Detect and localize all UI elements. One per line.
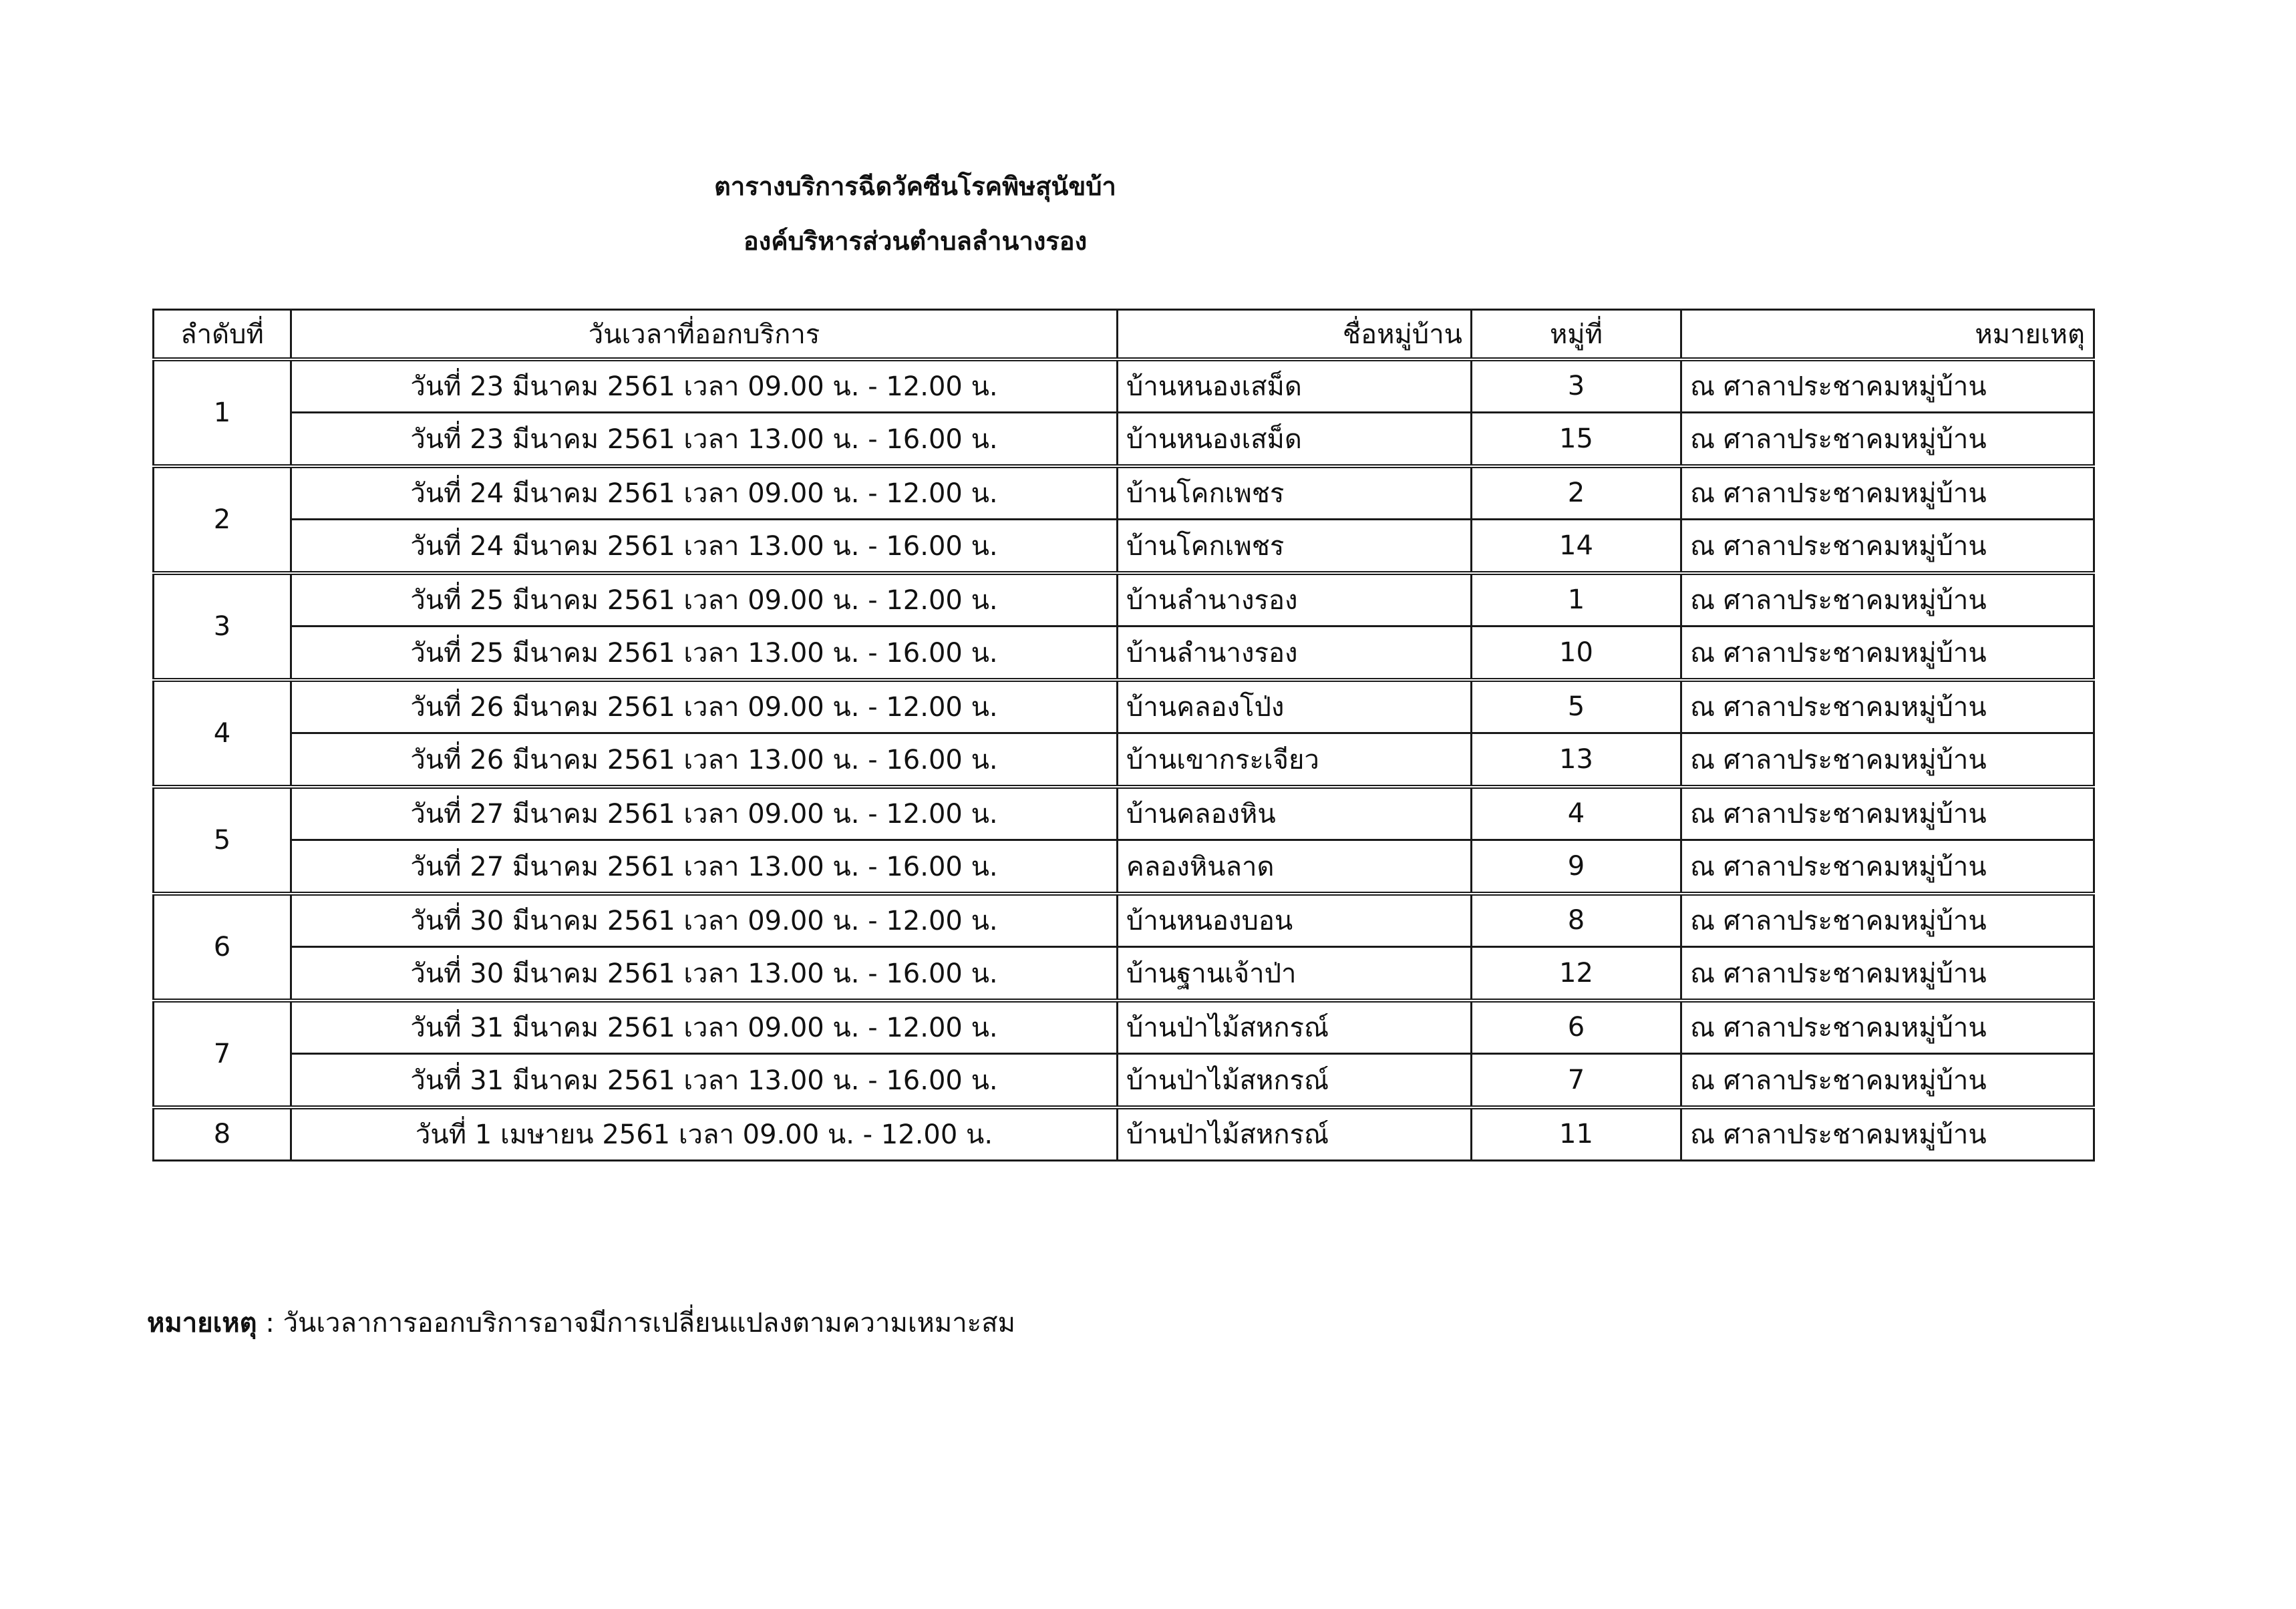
village-cell: บ้านโคกเพชร (1118, 520, 1472, 573)
datetime-cell: วันที่ 1 เมษายน 2561 เวลา 09.00 น. - 12.00 น. (291, 1107, 1118, 1161)
table-row (154, 359, 2094, 413)
remark-cell: ณ ศาลาประชาคมหมู่บ้าน (1681, 1001, 2094, 1054)
moo-cell: 14 (1472, 520, 1681, 573)
footnote-label: หมายเหตุ (147, 1308, 257, 1338)
table-row (154, 733, 2094, 787)
remark-cell: ณ ศาลาประชาคมหมู่บ้าน (1681, 520, 2094, 573)
remark-cell: ณ ศาลาประชาคมหมู่บ้าน (1681, 733, 2094, 787)
village-cell: บ้านลำนางรอง (1118, 627, 1472, 680)
table-row (154, 947, 2094, 1001)
moo-cell: 11 (1472, 1107, 1681, 1161)
row-number-cell: 3 (154, 573, 291, 680)
moo-cell: 9 (1472, 840, 1681, 894)
village-cell: บ้านหนองบอน (1118, 894, 1472, 947)
header-remark: หมายเหตุ (1681, 310, 2094, 359)
remark-cell: ณ ศาลาประชาคมหมู่บ้าน (1681, 840, 2094, 894)
table-row (154, 840, 2094, 894)
datetime-cell: วันที่ 31 มีนาคม 2561 เวลา 13.00 น. - 16.00 น. (291, 1054, 1118, 1107)
moo-cell: 8 (1472, 894, 1681, 947)
village-cell: บ้านคลองหิน (1118, 787, 1472, 840)
table-row (154, 894, 2094, 947)
table-row (154, 1054, 2094, 1107)
datetime-cell: วันที่ 30 มีนาคม 2561 เวลา 09.00 น. - 12.00 น. (291, 894, 1118, 947)
footnote (147, 1301, 1015, 1344)
datetime-cell: วันที่ 27 มีนาคม 2561 เวลา 09.00 น. - 12.00 น. (291, 787, 1118, 840)
moo-cell: 4 (1472, 787, 1681, 840)
village-cell: บ้านป่าไม้สหกรณ์ (1118, 1001, 1472, 1054)
village-cell: บ้านเขากระเจียว (1118, 733, 1472, 787)
village-cell: บ้านหนองเสม็ด (1118, 413, 1472, 466)
moo-cell: 15 (1472, 413, 1681, 466)
table-row (154, 466, 2094, 520)
datetime-cell: วันที่ 24 มีนาคม 2561 เวลา 13.00 น. - 16.00 น. (291, 520, 1118, 573)
schedule-table-body (154, 359, 2094, 1161)
datetime-cell: วันที่ 30 มีนาคม 2561 เวลา 13.00 น. - 16.00 น. (291, 947, 1118, 1001)
remark-cell: ณ ศาลาประชาคมหมู่บ้าน (1681, 466, 2094, 520)
village-cell: บ้านลำนางรอง (1118, 573, 1472, 627)
footnote-text: : วันเวลาการออกบริการอาจมีการเปลี่ยนแปลงตามความเหมาะสม (257, 1308, 1015, 1338)
table-row (154, 680, 2094, 733)
datetime-cell: วันที่ 27 มีนาคม 2561 เวลา 13.00 น. - 16.00 น. (291, 840, 1118, 894)
remark-cell: ณ ศาลาประชาคมหมู่บ้าน (1681, 947, 2094, 1001)
datetime-cell: วันที่ 26 มีนาคม 2561 เวลา 09.00 น. - 12.00 น. (291, 680, 1118, 733)
row-number-cell: 1 (154, 359, 291, 466)
table-row (154, 1107, 2094, 1161)
header-village: ชื่อหมู่บ้าน (1118, 310, 1472, 359)
datetime-cell: วันที่ 26 มีนาคม 2561 เวลา 13.00 น. - 16.00 น. (291, 733, 1118, 787)
village-cell: บ้านหนองเสม็ด (1118, 359, 1472, 413)
moo-cell: 3 (1472, 359, 1681, 413)
datetime-cell: วันที่ 25 มีนาคม 2561 เวลา 09.00 น. - 12.00 น. (291, 573, 1118, 627)
schedule-table (152, 309, 2095, 1161)
table-header-row (154, 310, 2094, 359)
moo-cell: 13 (1472, 733, 1681, 787)
datetime-cell: วันที่ 23 มีนาคม 2561 เวลา 09.00 น. - 12.00 น. (291, 359, 1118, 413)
document-title: ตารางบริการฉีดวัคซีนโรคพิษสุนัขบ้า (714, 172, 1116, 201)
village-cell: บ้านฐานเจ้าป่า (1118, 947, 1472, 1001)
row-number-cell: 6 (154, 894, 291, 1001)
moo-cell: 12 (1472, 947, 1681, 1001)
village-cell: บ้านโคกเพชร (1118, 466, 1472, 520)
moo-cell: 5 (1472, 680, 1681, 733)
row-number-cell: 8 (154, 1107, 291, 1161)
header-datetime: วันเวลาที่ออกบริการ (291, 310, 1118, 359)
table-row (154, 520, 2094, 573)
row-number-cell: 2 (154, 466, 291, 573)
moo-cell: 1 (1472, 573, 1681, 627)
row-number-cell: 5 (154, 787, 291, 894)
village-cell: คลองหินลาด (1118, 840, 1472, 894)
village-cell: บ้านป่าไม้สหกรณ์ (1118, 1054, 1472, 1107)
header-no: ลำดับที่ (154, 310, 291, 359)
remark-cell: ณ ศาลาประชาคมหมู่บ้าน (1681, 359, 2094, 413)
moo-cell: 7 (1472, 1054, 1681, 1107)
datetime-cell: วันที่ 25 มีนาคม 2561 เวลา 13.00 น. - 16.00 น. (291, 627, 1118, 680)
document-subtitle: องค์บริหารส่วนตำบลลำนางรอง (743, 226, 1088, 256)
moo-cell: 10 (1472, 627, 1681, 680)
remark-cell: ณ ศาลาประชาคมหมู่บ้าน (1681, 894, 2094, 947)
table-row (154, 627, 2094, 680)
table-row (154, 573, 2094, 627)
table-row (154, 413, 2094, 466)
datetime-cell: วันที่ 31 มีนาคม 2561 เวลา 09.00 น. - 12.00 น. (291, 1001, 1118, 1054)
row-number-cell: 7 (154, 1001, 291, 1107)
row-number-cell: 4 (154, 680, 291, 787)
village-cell: บ้านคลองโป่ง (1118, 680, 1472, 733)
remark-cell: ณ ศาลาประชาคมหมู่บ้าน (1681, 573, 2094, 627)
remark-cell: ณ ศาลาประชาคมหมู่บ้าน (1681, 1054, 2094, 1107)
remark-cell: ณ ศาลาประชาคมหมู่บ้าน (1681, 787, 2094, 840)
village-cell: บ้านป่าไม้สหกรณ์ (1118, 1107, 1472, 1161)
remark-cell: ณ ศาลาประชาคมหมู่บ้าน (1681, 413, 2094, 466)
moo-cell: 6 (1472, 1001, 1681, 1054)
table-row (154, 1001, 2094, 1054)
remark-cell: ณ ศาลาประชาคมหมู่บ้าน (1681, 627, 2094, 680)
remark-cell: ณ ศาลาประชาคมหมู่บ้าน (1681, 1107, 2094, 1161)
datetime-cell: วันที่ 23 มีนาคม 2561 เวลา 13.00 น. - 16.00 น. (291, 413, 1118, 466)
table-row (154, 787, 2094, 840)
datetime-cell: วันที่ 24 มีนาคม 2561 เวลา 09.00 น. - 12.00 น. (291, 466, 1118, 520)
header-moo: หมู่ที่ (1472, 310, 1681, 359)
remark-cell: ณ ศาลาประชาคมหมู่บ้าน (1681, 680, 2094, 733)
moo-cell: 2 (1472, 466, 1681, 520)
